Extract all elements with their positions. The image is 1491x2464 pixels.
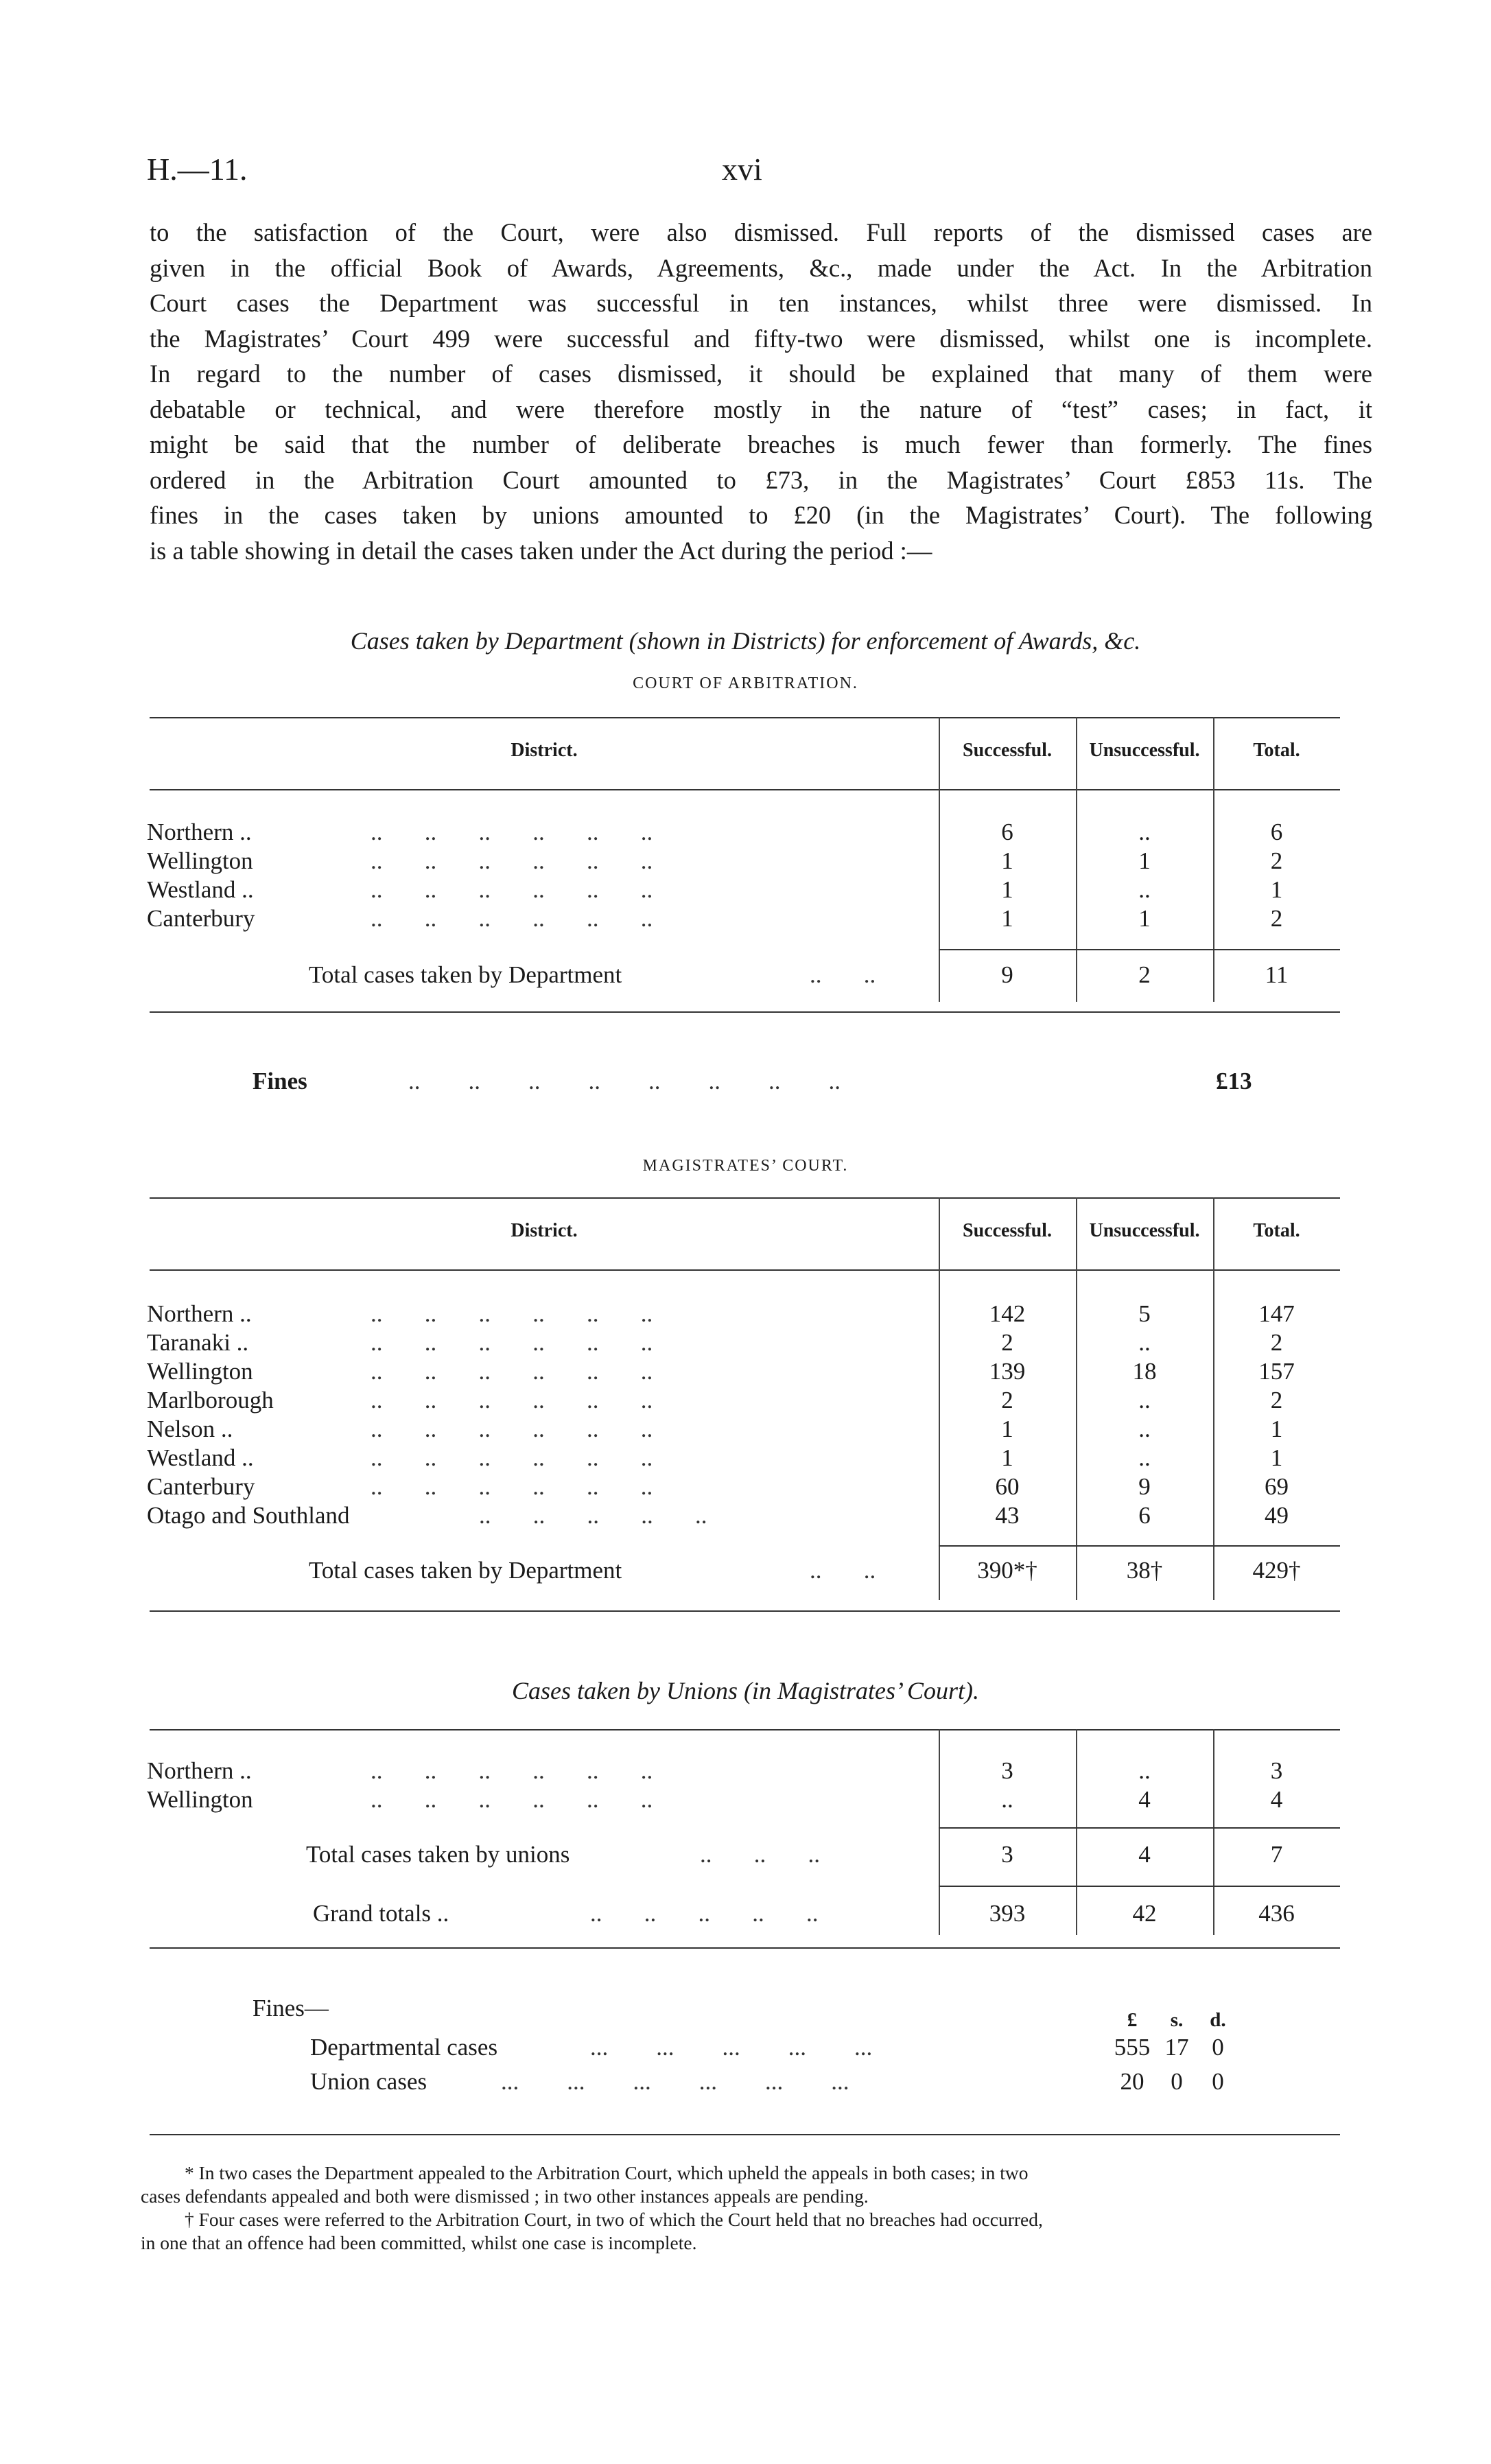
unsuccessful-value: 18 [1132, 1358, 1157, 1385]
successful-value: 43 [995, 1502, 1020, 1529]
unsuccessful-value: 9 [1138, 1473, 1151, 1500]
total-value: 1 [1270, 1416, 1283, 1442]
shillings-value: 0 [1171, 2068, 1183, 2095]
intro-line: might be said that the number of deliberate breaches is much fewer than formerly. The fines [150, 430, 1372, 458]
district-name: Wellington [147, 847, 253, 874]
intro-line: Court cases the Department was successful in ten instances, whilst three were dismissed. In [150, 289, 1372, 317]
district-name: Wellington [147, 1358, 253, 1385]
fines-summary-label: Fines— [253, 1995, 329, 2021]
unsuccessful-value: 4 [1138, 1786, 1151, 1813]
shillings-value: 17 [1164, 2034, 1189, 2061]
total-label: Total cases taken by Department [309, 961, 622, 988]
table-row: Nelson .. .. .. .. .. .. .. 1 .. 1 [0, 1415, 1491, 1444]
successful-value: 142 [989, 1300, 1026, 1327]
total-value: 1 [1270, 876, 1283, 903]
unsuccessful-total: 4 [1138, 1841, 1151, 1868]
intro-line: given in the official Book of Awards, Agreements, &c., made under the Act. In the Arbitration [150, 253, 1372, 282]
table-row: Canterbury .. .. .. .. .. .. 60 9 69 [0, 1472, 1491, 1501]
intro-line: to the satisfaction of the Court, were also dismissed. Full reports of the dismissed cases are [150, 218, 1372, 246]
unsuccessful-value: 6 [1138, 1502, 1151, 1529]
successful-value: 1 [1001, 847, 1013, 874]
unsuccessful-value: .. [1138, 1329, 1151, 1356]
total-label: Total cases taken by unions [306, 1841, 570, 1868]
successful-value: 1 [1001, 876, 1013, 903]
successful-value: 1 [1001, 1444, 1013, 1471]
unsuccessful-value: .. [1138, 819, 1151, 845]
unsuccessful-value: .. [1138, 1444, 1151, 1471]
table-row: Wellington .. .. .. .. .. .. 139 18 157 [0, 1357, 1491, 1386]
intro-line: In regard to the number of cases dismissed, it should be explained that many of them were [150, 360, 1372, 388]
unsuccessful-value: .. [1138, 1416, 1151, 1442]
table-row: Otago and Southland .. .. .. .. .. 43 6 49 [0, 1501, 1491, 1530]
unsuccessful-value: 5 [1138, 1300, 1151, 1327]
unsuccessful-total: 2 [1138, 961, 1151, 988]
total-row: Total cases taken by Department .. .. 9 2 11 [0, 961, 1491, 989]
unsuccessful-value: .. [1138, 1387, 1151, 1413]
district-name: Otago and Southland [147, 1502, 350, 1529]
total-value: 49 [1265, 1502, 1289, 1529]
table-row: Northern .. .. .. .. .. .. .. 3 .. 3 [0, 1757, 1491, 1785]
district-name: Canterbury [147, 1473, 255, 1500]
total-grand: 436 [1258, 1900, 1295, 1927]
total-value: 157 [1258, 1358, 1295, 1385]
district-name: Northern .. [147, 1300, 252, 1327]
table-row: Wellington .. .. .. .. .. .. 1 1 2 [0, 847, 1491, 876]
district-name: Westland .. [147, 1444, 254, 1471]
total-value: 6 [1270, 819, 1283, 845]
fines-row-label: Departmental cases [310, 2034, 498, 2061]
footnote: † Four cases were referred to the Arbitration Court, in two of which the Court held that no breaches had occurred, [185, 2209, 1043, 2230]
footnotes [141, 2161, 1348, 2255]
column-unsuccessful: Unsuccessful. [1089, 740, 1200, 761]
table-row: Westland .. .. .. .. .. .. .. 1 .. 1 [0, 876, 1491, 904]
intro-line: fines in the cases taken by unions amounted to £20 (in the Magistrates’ Court). The following [150, 501, 1372, 529]
pounds-value: 20 [1120, 2068, 1144, 2095]
magistrates-title: MAGISTRATES’ COURT. [642, 1157, 849, 1175]
table-row: Northern .. .. .. .. .. .. .. 142 5 147 [0, 1300, 1491, 1328]
table-row: Taranaki .. .. .. .. .. .. .. 2 .. 2 [0, 1328, 1491, 1357]
column-district: District. [510, 740, 578, 761]
successful-value: 3 [1001, 1757, 1013, 1784]
successful-value: 60 [995, 1473, 1020, 1500]
total-value: 2 [1270, 1387, 1283, 1413]
successful-value: 2 [1001, 1329, 1013, 1356]
column-unsuccessful: Unsuccessful. [1089, 1220, 1200, 1241]
report-code: H.—11. [147, 152, 248, 187]
grand-total: 11 [1265, 961, 1289, 988]
unsuccessful-value: .. [1138, 876, 1151, 903]
fines-row: Departmental cases ... ... ... ... ... 555 17 0 [0, 2033, 1491, 2062]
column-district: District. [510, 1220, 578, 1241]
district-name: Northern .. [147, 819, 252, 845]
arbitration-fines: Fines .. .. .. .. .. .. .. .. £13 [253, 1068, 1252, 1094]
unsuccessful-value: 1 [1138, 905, 1151, 932]
pence-value: 0 [1212, 2068, 1224, 2095]
successful-value: 1 [1001, 905, 1013, 932]
table-row: Canterbury .. .. .. .. .. .. 1 1 2 [0, 904, 1491, 933]
fines-row-label: Union cases [310, 2068, 427, 2095]
pounds-value: 555 [1114, 2034, 1151, 2061]
grand-total-row: Grand totals .. .. .. .. .. .. 393 42 436 [0, 1899, 1491, 1928]
successful-value: 2 [1001, 1387, 1013, 1413]
pence-value: 0 [1212, 2034, 1224, 2061]
district-name: Northern .. [147, 1757, 252, 1784]
total-value: 69 [1265, 1473, 1289, 1500]
district-name: Wellington [147, 1786, 253, 1813]
unsuccessful-total: 38† [1126, 1557, 1163, 1584]
column-successful: Successful. [963, 740, 1052, 761]
pence-header: d. [1210, 2009, 1226, 2031]
footnote: cases defendants appealed and both were dismissed ; in two other instances appeals are pending. [141, 2185, 869, 2207]
intro-paragraph [150, 215, 1372, 568]
total-value: 2 [1270, 847, 1283, 874]
total-value: 4 [1270, 1786, 1283, 1813]
intro-line: ordered in the Arbitration Court amounted to £73, in the Magistrates’ Court £853 11s. The [150, 465, 1372, 494]
total-label: Total cases taken by Department [309, 1557, 622, 1584]
footnote: * In two cases the Department appealed to the Arbitration Court, which upheld the appeals in both cases; in two [185, 2162, 1029, 2183]
total-value: 3 [1270, 1757, 1283, 1784]
successful-total: 3 [1001, 1841, 1013, 1868]
column-successful: Successful. [963, 1220, 1052, 1241]
total-row: Total cases taken by Department .. .. 390*† 38† 429† [0, 1556, 1491, 1585]
footnote: in one that an offence had been committed, whilst one case is incomplete. [141, 2232, 697, 2253]
unsuccessful-value: .. [1138, 1757, 1151, 1784]
total-value: 2 [1270, 1329, 1283, 1356]
total-value: 2 [1270, 905, 1283, 932]
column-total: Total. [1253, 740, 1300, 761]
unsuccessful-value: 1 [1138, 847, 1151, 874]
grand-total: 7 [1270, 1841, 1283, 1868]
total-value: 1 [1270, 1444, 1283, 1471]
table-row: Northern .. .. .. .. .. .. .. 6 .. 6 [0, 818, 1491, 847]
unions-caption: Cases taken by Unions (in Magistrates’ Court). [512, 1677, 979, 1704]
table-row: Marlborough .. .. .. .. .. .. 2 .. 2 [0, 1386, 1491, 1415]
district-name: Nelson .. [147, 1416, 233, 1442]
unsuccessful-grand: 42 [1132, 1900, 1157, 1927]
intro-line: is a table showing in detail the cases taken under the Act during the period :— [150, 536, 932, 565]
successful-value: .. [1001, 1786, 1013, 1813]
successful-value: 6 [1001, 819, 1013, 845]
fines-value: £13 [1216, 1068, 1252, 1094]
district-name: Taranaki .. [147, 1329, 249, 1356]
district-name: Westland .. [147, 876, 254, 903]
shillings-header: s. [1170, 2009, 1184, 2031]
district-name: Canterbury [147, 905, 255, 932]
arbitration-title: COURT OF ARBITRATION. [633, 674, 858, 692]
fines-label: Fines [253, 1068, 307, 1094]
successful-grand: 393 [989, 1900, 1026, 1927]
intro-line: debatable or technical, and were therefore mostly in the nature of “test” cases; in fact, it [150, 395, 1372, 423]
successful-total: 9 [1001, 961, 1013, 988]
pounds-header: £ [1127, 2009, 1138, 2031]
intro-line: the Magistrates’ Court 499 were successful and fifty-two were dismissed, whilst one is incomplete. [150, 324, 1372, 353]
grand-total-label: Grand totals .. [313, 1900, 449, 1927]
successful-value: 1 [1001, 1416, 1013, 1442]
table-row: Wellington .. .. .. .. .. .. .. 4 4 [0, 1785, 1491, 1814]
column-total: Total. [1253, 1220, 1300, 1241]
total-row: Total cases taken by unions .. .. .. 3 4 7 [0, 1840, 1491, 1869]
page-number: xvi [722, 152, 762, 187]
fines-row: Union cases ... ... ... ... ... ... 20 0 0 [0, 2067, 1491, 2096]
successful-value: 139 [989, 1358, 1026, 1385]
department-caption: Cases taken by Department (shown in Districts) for enforcement of Awards, &c. [350, 627, 1141, 655]
district-name: Marlborough [147, 1387, 274, 1413]
table-row: Westland .. .. .. .. .. .. .. 1 .. 1 [0, 1444, 1491, 1472]
total-value: 147 [1258, 1300, 1295, 1327]
grand-total: 429† [1252, 1557, 1301, 1584]
successful-total: 390*† [977, 1557, 1037, 1584]
